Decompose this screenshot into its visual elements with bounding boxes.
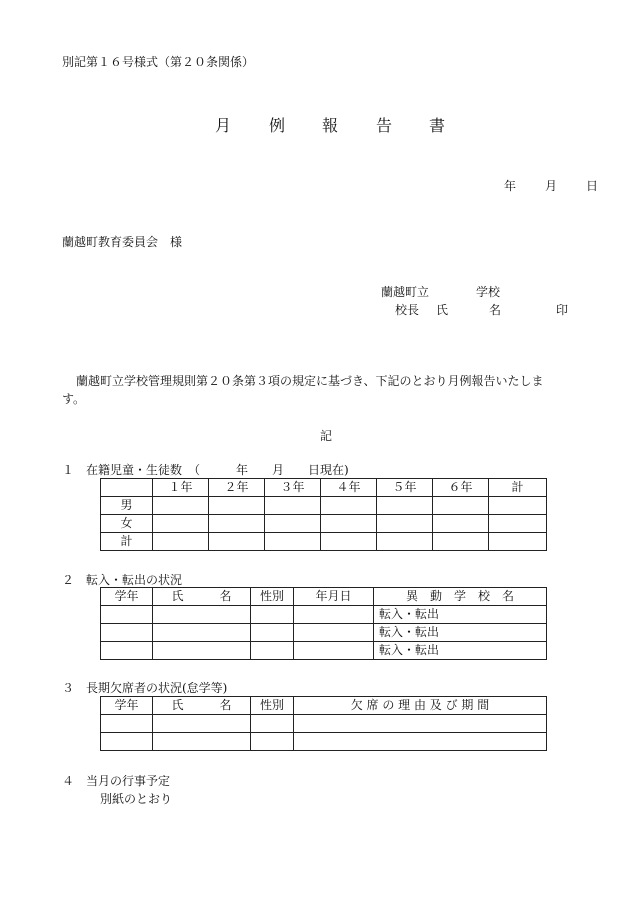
- input-cell[interactable]: [294, 733, 547, 751]
- header-cell: ４年: [321, 479, 377, 497]
- name-char: 氏: [436, 303, 449, 317]
- header-cell: ６年: [433, 479, 489, 497]
- header-cell: 年月日: [294, 588, 374, 606]
- form-number: 別記第１６号様式（第２０条関係）: [62, 55, 255, 69]
- header-cell: 学年: [101, 697, 153, 715]
- seal-label: 印: [556, 303, 569, 317]
- header-cell: 氏 名: [153, 588, 251, 606]
- header-cell: 異 動 学 校 名: [374, 588, 547, 606]
- input-cell[interactable]: [294, 715, 547, 733]
- header-cell: 学年: [101, 588, 153, 606]
- input-cell[interactable]: [321, 497, 377, 515]
- input-cell[interactable]: [153, 606, 251, 624]
- table-header-row: [101, 697, 547, 715]
- input-cell[interactable]: [251, 715, 294, 733]
- date-month: 月: [545, 179, 558, 193]
- input-cell[interactable]: [489, 497, 547, 515]
- input-cell[interactable]: [153, 497, 209, 515]
- absence-table: [100, 696, 547, 751]
- section3-heading: ３ 長期欠席者の状況(怠学等): [62, 681, 228, 695]
- document-title: [0, 113, 630, 135]
- input-cell[interactable]: [251, 606, 294, 624]
- input-cell[interactable]: [101, 624, 153, 642]
- school-prefix: 蘭越町立: [381, 285, 430, 299]
- name-char: 名: [489, 303, 502, 317]
- input-cell[interactable]: [433, 533, 489, 551]
- input-cell[interactable]: [321, 515, 377, 533]
- input-cell[interactable]: [489, 533, 547, 551]
- body-text-line2: す。: [62, 392, 86, 406]
- header-cell: ２年: [209, 479, 265, 497]
- header-cell: [101, 479, 153, 497]
- input-cell[interactable]: [153, 642, 251, 660]
- input-cell[interactable]: [433, 497, 489, 515]
- header-cell: 欠 席 の 理 由 及 び 期 間: [294, 697, 547, 715]
- section4-heading: ４ 当月の行事予定: [62, 774, 171, 788]
- body-text-line1: 蘭越町立学校管理規則第２０条第３項の規定に基づき、下記のとおり月例報告いたしま: [76, 374, 544, 388]
- table-row: [101, 533, 547, 551]
- row-label: 女: [101, 515, 153, 533]
- principal-label: 校長: [395, 303, 420, 317]
- title-char: 書: [429, 116, 446, 135]
- table-row: [101, 715, 547, 733]
- input-cell[interactable]: [153, 533, 209, 551]
- input-cell[interactable]: [294, 606, 374, 624]
- input-cell[interactable]: [377, 515, 433, 533]
- input-cell[interactable]: [294, 624, 374, 642]
- title-char: 告: [376, 116, 393, 135]
- input-cell[interactable]: [153, 733, 251, 751]
- input-cell[interactable]: [265, 515, 321, 533]
- input-cell[interactable]: [489, 515, 547, 533]
- header-cell: ３年: [265, 479, 321, 497]
- header-cell: １年: [153, 479, 209, 497]
- input-cell[interactable]: [101, 733, 153, 751]
- input-cell[interactable]: [101, 606, 153, 624]
- transfer-type-cell[interactable]: 転入・転出: [374, 642, 547, 660]
- input-cell[interactable]: [209, 497, 265, 515]
- table-row: [101, 606, 547, 624]
- input-cell[interactable]: [251, 733, 294, 751]
- input-cell[interactable]: [433, 515, 489, 533]
- transfer-table: [100, 587, 547, 660]
- header-cell: ５年: [377, 479, 433, 497]
- school-suffix: 学校: [476, 285, 501, 299]
- header-cell: 計: [489, 479, 547, 497]
- date-year: 年: [504, 179, 517, 193]
- addressee: 蘭越町教育委員会 様: [62, 235, 183, 249]
- table-header-row: [101, 588, 547, 606]
- table-header-row: [101, 479, 547, 497]
- input-cell[interactable]: [209, 515, 265, 533]
- title-char: 報: [322, 116, 339, 135]
- date-day: 日: [586, 179, 599, 193]
- table-row: [101, 515, 547, 533]
- input-cell[interactable]: [294, 642, 374, 660]
- input-cell[interactable]: [101, 642, 153, 660]
- input-cell[interactable]: [153, 624, 251, 642]
- input-cell[interactable]: [153, 715, 251, 733]
- section1-heading: １ 在籍児童・生徒数 （ 年 月 日現在): [62, 463, 349, 477]
- title-char: 月: [215, 116, 232, 135]
- table-row: [101, 642, 547, 660]
- input-cell[interactable]: [153, 515, 209, 533]
- input-cell[interactable]: [209, 533, 265, 551]
- table-row: [101, 497, 547, 515]
- table-row: [101, 624, 547, 642]
- section2-heading: ２ 転入・転出の状況: [62, 573, 183, 587]
- input-cell[interactable]: [101, 715, 153, 733]
- transfer-type-cell[interactable]: 転入・転出: [374, 624, 547, 642]
- ki-label: 記: [320, 429, 333, 443]
- input-cell[interactable]: [265, 533, 321, 551]
- input-cell[interactable]: [251, 642, 294, 660]
- input-cell[interactable]: [265, 497, 321, 515]
- title-char: 例: [269, 116, 286, 135]
- table-row: [101, 733, 547, 751]
- enrollment-table: [100, 478, 547, 551]
- input-cell[interactable]: [321, 533, 377, 551]
- section4-detail: 別紙のとおり: [100, 792, 173, 806]
- header-cell: 氏 名: [153, 697, 251, 715]
- input-cell[interactable]: [251, 624, 294, 642]
- input-cell[interactable]: [377, 497, 433, 515]
- header-cell: 性別: [251, 588, 294, 606]
- input-cell[interactable]: [377, 533, 433, 551]
- row-label: 男: [101, 497, 153, 515]
- transfer-type-cell[interactable]: 転入・転出: [374, 606, 547, 624]
- row-label: 計: [101, 533, 153, 551]
- header-cell: 性別: [251, 697, 294, 715]
